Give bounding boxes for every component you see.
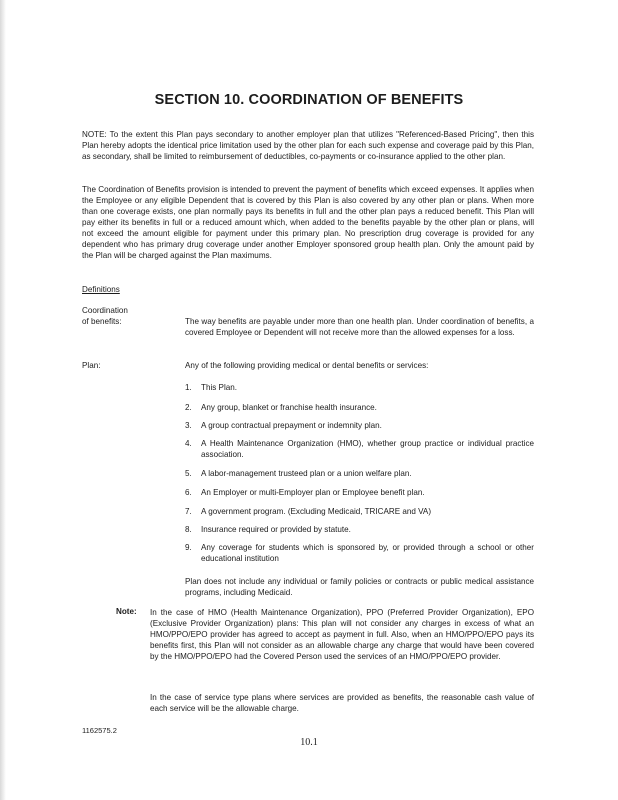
definition-coordination: The way benefits are payable under more than one health plan. Under coordination of benefits, a covered Employee or Dependent will not receive more than the allowed expenses for a loss. xyxy=(185,317,534,337)
term-coordination-line1: Coordination xyxy=(82,306,128,315)
note-label: Note: xyxy=(116,607,137,616)
list-item xyxy=(185,402,534,413)
cob-intro-paragraph: The Coordination of Benefits provision is intended to prevent the payment of benefits which exceed expenses. It applies when the Employee or any eligible Dependent that is covered by this Plan is also covered by any other plan or plans. When more than one coverage exists, one plan normally pays its benefits in full and the other plan pays a reduced benefit. This Plan will pay either its benefits in full or a reduced amount which, when added to the benefits payable by the other plan or plans, will not exceed the amount eligible for payment under this primary plan. No prescription drug coverage is provided for any dependent who has primary drug coverage under another Employer sponsored group health plan. Only the amount paid by the Plan will be charged against the Plan maximums. xyxy=(82,185,534,260)
list-item xyxy=(185,524,534,535)
list-item-number: 6. xyxy=(185,488,192,497)
scan-edge-shadow xyxy=(0,0,6,800)
list-item-number: 7. xyxy=(185,507,192,516)
term-coordination-line2: of benefits: xyxy=(82,317,122,326)
list-item-text: A group contractual prepayment or indemnity plan. xyxy=(201,421,382,430)
note-paragraph-service: In the case of service type plans where services are provided as benefits, the reasonable cash value of each service will be the allowable charge. xyxy=(150,693,534,713)
term-plan: Plan: xyxy=(82,361,101,370)
definition-plan-intro: Any of the following providing medical or dental benefits or services: xyxy=(185,361,429,370)
list-item-number: 2. xyxy=(185,403,192,412)
term-coordination xyxy=(82,305,178,327)
list-item-text: A labor-management trusteed plan or a union welfare plan. xyxy=(201,469,412,478)
list-item-number: 4. xyxy=(185,439,192,448)
list-item-number: 5. xyxy=(185,469,192,478)
list-item xyxy=(185,542,534,564)
plan-exclusion: Plan does not include any individual or family policies or contracts or public medical assistance programs, including Medicaid. xyxy=(185,577,534,597)
section-title: SECTION 10. COORDINATION OF BENEFITS xyxy=(154,92,464,108)
list-item xyxy=(185,382,534,393)
list-item xyxy=(185,506,534,517)
list-item-text: A Health Maintenance Organization (HMO), whether group practice or individual practice association. xyxy=(201,439,534,459)
list-item-text: Any group, blanket or franchise health insurance. xyxy=(201,403,377,412)
list-item-number: 3. xyxy=(185,421,192,430)
list-item-text: Any coverage for students which is sponsored by, or provided through a school or other educational institution xyxy=(201,543,534,563)
definitions-heading: Definitions xyxy=(82,285,120,294)
list-item-number: 1. xyxy=(185,383,192,392)
note-paragraph-hmo: In the case of HMO (Health Maintenance Organization), PPO (Preferred Provider Organization), EPO (Exclusive Provider Organization) plans: This plan will not consider any charges in excess of what an HMO/PPO/EPO provider has agreed to accept as payment in full. Also, when an HMO/PPO/EPO pays its benefits first, this Plan will not consider as an allowable charge any charge that would have been covered by the HMO/PPO/EPO had the Covered Person used the services of an HMO/PPO/EPO provider. xyxy=(150,608,534,661)
list-item xyxy=(185,468,534,479)
list-item-text: An Employer or multi-Employer plan or Employee benefit plan. xyxy=(201,488,425,497)
list-item xyxy=(185,487,534,498)
referenced-pricing-note: NOTE: To the extent this Plan pays secondary to another employer plan that utilizes "Referenced-Based Pricing", then this Plan hereby adopts the identical price limitation used by the other plan for each such expense and coverage paid by this Plan, as secondary, shall be limited to reimbursement of deductibles, co-payments or co-insurance applied to the other plan. xyxy=(82,130,534,161)
page-number: 10.1 xyxy=(300,737,318,748)
list-item-number: 8. xyxy=(185,525,192,534)
list-item xyxy=(185,420,534,431)
list-item xyxy=(185,438,534,460)
list-item-text: Insurance required or provided by statute. xyxy=(201,525,351,534)
list-item-number: 9. xyxy=(185,543,192,552)
list-item-text: This Plan. xyxy=(201,383,237,392)
document-id: 1162575.2 xyxy=(82,726,117,735)
list-item-text: A government program. (Excluding Medicaid, TRICARE and VA) xyxy=(201,507,432,516)
